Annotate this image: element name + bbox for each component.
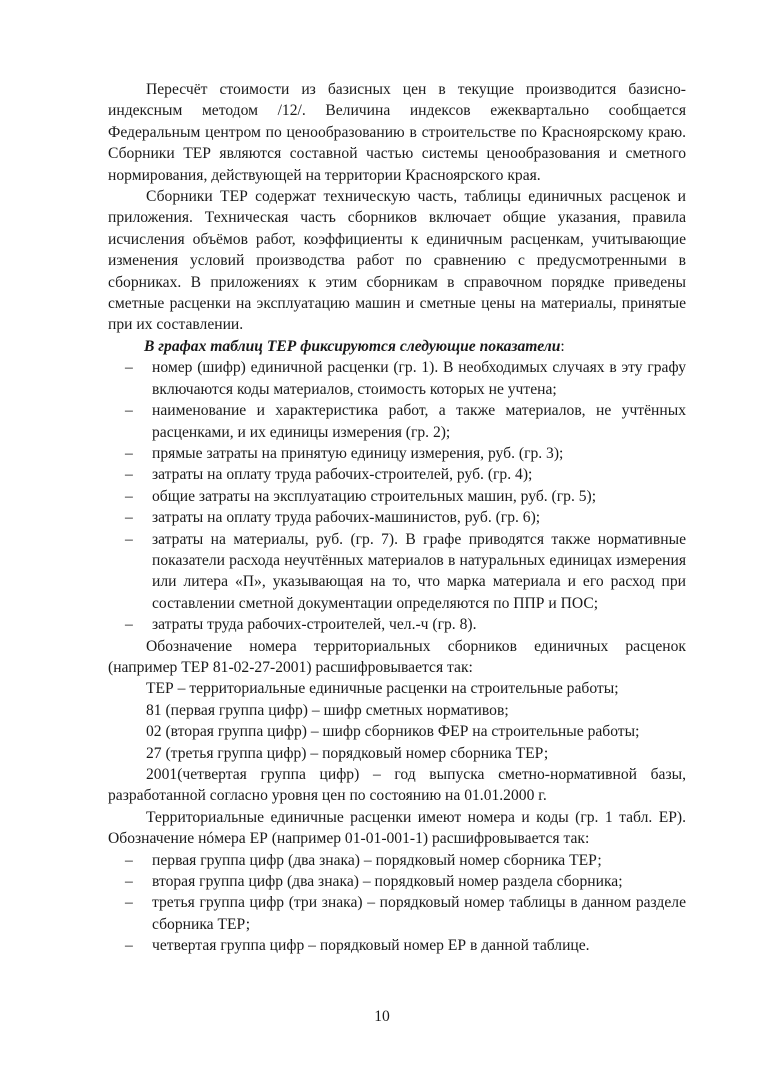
list-item [108,507,686,528]
paragraph-collection-numbering: Обозначение номера территориальных сборников единичных расценок (например ТЕР 81-02-27-2001) расшифровывается так: [108,637,686,676]
list-item-text: затраты на оплату труда рабочих-машинистов, руб. (гр. 6); [152,509,541,527]
page-number: 10 [374,1008,390,1025]
list-item [108,486,686,507]
indicators-list [108,357,686,635]
dash-marker: – [125,487,133,505]
dash-marker: – [125,937,133,955]
list-item-text: вторая группа цифр (два знака) – порядковый номер раздела сборника; [152,873,623,891]
dash-marker: – [125,851,133,869]
list-item-text: затраты на материалы, руб. (гр. 7). В графе приводятся также нормативные показатели расхода неучтённых материалов в натуральных единицах измерения или литера «П», указывающая на то, что марка материала и его расход при составлении сметной документации определяются по ППР и ПОС; [152,530,686,612]
list-item [108,529,686,615]
list-item [108,871,686,892]
dash-marker: – [125,530,133,548]
list-item [108,443,686,464]
dash-marker: – [125,509,133,527]
heading-text: В графах таблиц ТЕР фиксируются следующие показатели [144,337,561,355]
list-item [108,892,686,935]
paragraph-ter-contents: Сборники ТЕР содержат техническую часть, таблицы единичных расценок и приложения. Техническая часть сборников включает общие указания, правила исчисления объёмов работ, коэффициенты к единичным расценкам, учитывающие изменения условий производства работ по сравнению с предусмотренными в сборниках. В приложениях к этим сборникам в справочном порядке приведены сметные расценки на эксплуатацию машин и сметные цены на материалы, принятые при их составлении. [108,188,686,334]
list-item-text: первая группа цифр (два знака) – порядковый номер сборника ТЕР; [152,851,602,869]
dash-marker: – [125,894,133,912]
list-item [108,357,686,400]
list-item [108,464,686,485]
list-item-text: прямые затраты на принятую единицу измерения, руб. (гр. 3); [152,444,564,462]
dash-marker: – [125,359,133,377]
line-ter-meaning: ТЕР – территориальные единичные расценки на строительные работы; [146,680,619,698]
er-code-list [108,850,686,957]
dash-marker: – [125,402,133,420]
line-first-group: 81 (первая группа цифр) – шифр сметных нормативов; [146,701,509,719]
page-content [108,79,686,957]
list-item-text: третья группа цифр (три знака) – порядковый номер таблицы в данном разделе сборника ТЕР; [152,894,686,933]
heading-colon: : [560,337,565,355]
section-heading [108,336,686,357]
paragraph-er-numbering: Территориальные единичные расценки имеют номера и коды (гр. 1 табл. ЕР). Обозначение нóмера ЕР (например 01-01-001-1) расшифровывается так: [108,808,686,848]
dash-marker: – [125,616,133,634]
dash-marker: – [125,466,133,484]
list-item [108,935,686,956]
list-item-text: четвертая группа цифр – порядковый номер ЕР в данной таблице. [152,937,590,955]
line-second-group: 02 (вторая группа цифр) – шифр сборников ФЕР на строительные работы; [146,723,640,741]
paragraph-price-recalculation: Пересчёт стоимости из базисных цен в текущие производится базисно-индексным методом /12/. Величина индексов ежеквартально сообщается Федеральным центром по ценообразованию в строительстве по Красноярскому краю. Сборники ТЕР являются составной частью системы ценообразования и сметного нормирования, действующей на территории Красноярского края. [108,81,686,184]
list-item-text: наименование и характеристика работ, а также материалов, не учтённых расценками, и их единицы измерения (гр. 2); [152,402,686,441]
dash-marker: – [125,444,133,462]
list-item-text: общие затраты на эксплуатацию строительных машин, руб. (гр. 5); [152,487,597,505]
list-item [108,400,686,443]
list-item-text: номер (шифр) единичной расценки (гр. 1). В необходимых случаях в эту графу включаются коды материалов, стоимость которых не учтена; [152,359,686,398]
dash-marker: – [125,873,133,891]
list-item-text: затраты на оплату труда рабочих-строителей, руб. (гр. 4); [152,466,533,484]
list-item-text: затраты труда рабочих-строителей, чел.-ч (гр. 8). [152,616,477,634]
list-item [108,850,686,871]
list-item [108,614,686,635]
paragraph-fourth-group: 2001(четвертая группа цифр) – год выпуска сметно-нормативной базы, разработанной согласно уровня цен по состоянию на 01.01.2000 г. [108,766,686,805]
line-third-group: 27 (третья группа цифр) – порядковый номер сборника ТЕР; [146,744,549,762]
